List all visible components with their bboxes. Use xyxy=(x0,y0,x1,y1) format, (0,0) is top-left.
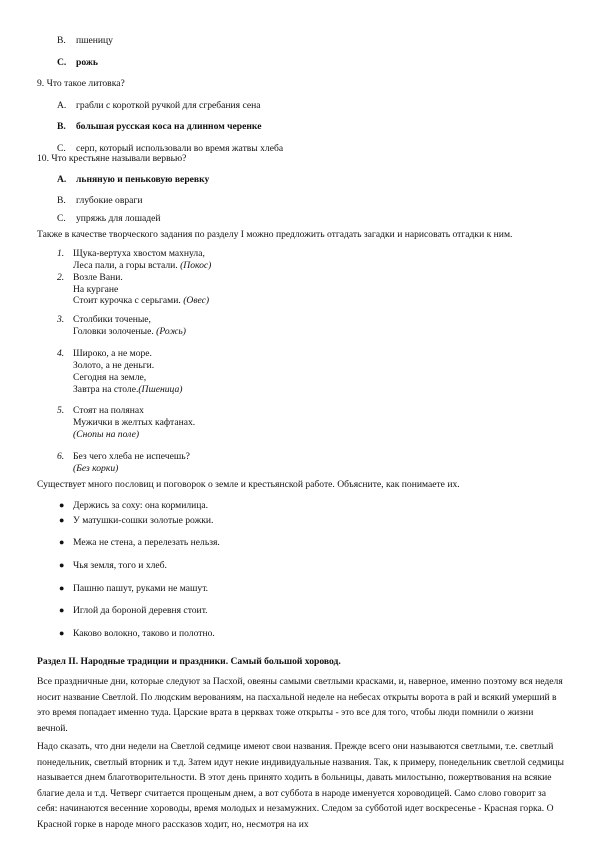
riddle-4-line-2: Золото, а не деньги. xyxy=(73,360,155,371)
proverbs-intro: Существует много пословиц и поговорок о земле и крестьянской работе. Объясните, как понимаете их. xyxy=(37,479,460,490)
bullet-icon: ● xyxy=(59,583,65,593)
q8-option-c-text: рожь xyxy=(76,57,98,68)
q10-option-c-text: упряжь для лошадей xyxy=(76,213,161,224)
riddle-2-line-2: На кургане xyxy=(73,284,119,295)
riddle-5-answer: (Снопы на поле) xyxy=(73,429,140,440)
riddle-2-answer: (Овес) xyxy=(183,295,210,306)
riddle-1-number: 1. xyxy=(57,248,65,259)
q10-option-a-text: льняную и пеньковую веревку xyxy=(76,174,210,185)
q10-option-b-letter: B. xyxy=(57,195,66,206)
riddle-2-line-3-row xyxy=(73,295,209,307)
riddle-4-line-4-row xyxy=(73,384,182,396)
q9-option-c-text: серп, который использовали во время жатвы хлеба xyxy=(76,143,284,154)
proverb-4: Чья земля, того и хлеб. xyxy=(73,560,167,571)
proverb-5: Пашню пашут, руками не машут. xyxy=(73,583,209,594)
proverb-6: Иглой да бороной деревня стоит. xyxy=(73,605,208,616)
riddle-2-line-3: Стоит курочка с серьгами. xyxy=(73,295,181,306)
riddle-5-number: 5. xyxy=(57,405,65,416)
riddles-intro: Также в качестве творческого задания по разделу I можно предложить отгадать загадки и нарисовать отгадки к ним. xyxy=(37,229,513,240)
paragraph-2: Надо сказать, что дни недели на Светлой седмице имеют свои названия. Прежде всего они называются светлыми, т.е. светлый понедельник, светлый вторник и т.д. Затем идут некие индивидуальные названия. Так, к примеру, понедельник светлой седмицы называется днем благотворительности. В этот день принято ходить в больницы, давать милостыню, пожертвования на всякие благие дела и т.д. Четверг считается прощеным днем, а вот суббота в народе именуется хороводицей. Само слово говорит за себя: начинаются весенние хороводы, время молодых и незамужних. Следом за субботой идет воскресенье - Красная горка. О Красной горке в народе много рассказов ходит, но, несмотря на их xyxy=(37,741,564,830)
proverb-7: Каково волокно, таково и полотно. xyxy=(73,628,215,639)
riddle-4-line-4: Завтра на столе. xyxy=(73,384,139,395)
q9-option-b-text: большая русская коса на длинном черенке xyxy=(76,121,262,132)
riddle-2-number: 2. xyxy=(57,272,65,283)
q9-option-a-letter: A. xyxy=(57,100,67,111)
proverb-1: Держись за соху: она кормилица. xyxy=(73,500,209,511)
bullet-icon: ● xyxy=(59,560,65,570)
riddle-1-line-1: Щука-вертуха хвостом махнула, xyxy=(73,248,205,259)
q9-option-c-letter: C. xyxy=(57,143,66,154)
riddle-1-line-2-row xyxy=(73,260,211,272)
riddle-1-answer: (Покос) xyxy=(180,260,212,271)
riddle-4-answer: (Пшеница) xyxy=(138,384,183,395)
riddle-3-answer: (Рожь) xyxy=(156,326,186,337)
q10-option-a-letter: A. xyxy=(57,174,67,185)
bullet-icon: ● xyxy=(59,605,65,615)
riddle-4-number: 4. xyxy=(57,348,65,359)
q9-option-a-text: грабли с короткой ручкой для сгребания сена xyxy=(76,100,261,111)
riddle-5-line-2: Мужички в желтых кафтанах. xyxy=(73,417,196,428)
riddle-3-line-2-row xyxy=(73,326,186,338)
proverb-2: У матушки-сошки золотые рожки. xyxy=(73,515,214,526)
riddle-6-number: 6. xyxy=(57,451,65,462)
riddle-4-line-1: Широко, а не море. xyxy=(73,348,152,359)
q10-question: 10. Что крестьяне называли вервью? xyxy=(37,153,187,164)
q10-option-c-letter: C. xyxy=(57,213,66,224)
riddle-6-answer: (Без корки) xyxy=(73,463,119,474)
proverb-3: Межа не стена, а перелезать нельзя. xyxy=(73,537,220,548)
q8-option-b-text: пшеницу xyxy=(76,35,113,46)
q9-option-b-letter: B. xyxy=(57,121,66,132)
q9-question: 9. Что такое литовка? xyxy=(37,78,125,89)
bullet-icon: ● xyxy=(59,500,65,510)
riddle-6-line-1: Без чего хлеба не испечешь? xyxy=(73,451,190,462)
riddle-3-number: 3. xyxy=(57,314,65,325)
paragraph-1: Все праздничные дни, которые следуют за Пасхой, овеяны самыми светлыми красками, и, наверное, именно поэтому вся неделя носит название Светлой. По людским верованиям, на пасхальной неделе на небесах открыты ворота в рай и всякий умерший в это время попадает именно туда. Царские врата в церквах тоже открыты - это все для того, чтобы люди помнили о жизни вечной. xyxy=(37,676,563,734)
section-title: Раздел II. Народные традиции и праздники. Самый большой хоровод. xyxy=(37,656,341,667)
riddle-3-line-2: Головки золоченые. xyxy=(73,326,154,337)
bullet-icon: ● xyxy=(59,628,65,638)
riddle-5-line-1: Стоят на полянах xyxy=(73,405,144,416)
q8-option-b-letter: B. xyxy=(57,35,66,46)
q10-option-b-text: глубокие овраги xyxy=(76,195,143,206)
riddle-3-line-1: Столбики точеные, xyxy=(73,314,151,325)
riddle-4-line-3: Сегодня на земле, xyxy=(73,372,147,383)
riddle-1-line-2: Леса пали, а горы встали. xyxy=(73,260,178,271)
q8-option-c-letter: C. xyxy=(57,57,67,68)
riddle-2-line-1: Возле Вани. xyxy=(73,272,123,283)
bullet-icon: ● xyxy=(59,537,65,547)
bullet-icon: ● xyxy=(59,515,65,525)
